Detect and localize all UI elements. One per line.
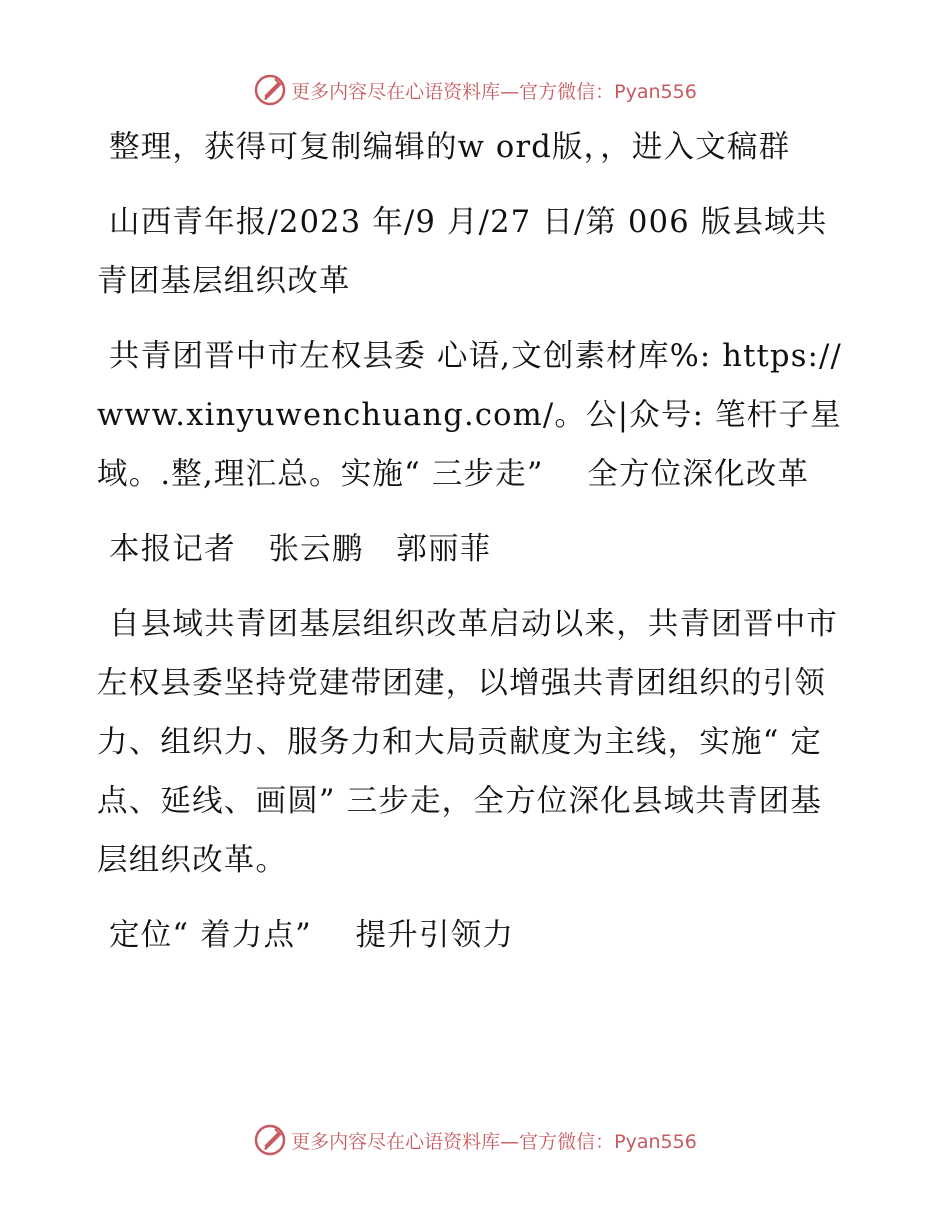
paragraph-source: 山西青年报/2023 年/9 月/27 日/第 006 版县域共青团基层组织改革	[97, 205, 828, 299]
paragraph-body: 自县域共青团基层组织改革启动以来，共青团晋中市左权县委坚持党建带团建，以增强共青团组织的引领力、组织力、服务力和大局贡献度为主线，实施“ 定点、延线、画圆” 三步走，全方位深化县域共青团基层组织改革。	[97, 607, 839, 878]
quill-pen-circle-icon	[253, 1123, 287, 1157]
watermark-text: 更多内容尽在心语资料库—官方微信：Pyan556	[291, 1130, 697, 1153]
quill-pen-circle-icon	[253, 73, 287, 107]
paragraph-title: 共青团晋中市左权县委 心语,文创素材库%: https://www.xinyuwenchuang.com/。公|众号: 笔杆子星域。.整,理汇总。实施“ 三步走” 全方位深化改革	[97, 339, 843, 492]
paragraph-intro: 整理，获得可复制编辑的w ord版，，进入文稿群	[109, 130, 791, 165]
paragraph-subheading: 定位“ 着力点” 提升引领力	[109, 918, 515, 953]
watermark-header	[0, 70, 950, 110]
paragraph-byline: 本报记者 张云鹏 郭丽菲	[109, 532, 492, 567]
watermark-footer	[0, 1120, 950, 1160]
watermark-text: 更多内容尽在心语资料库—官方微信：Pyan556	[291, 80, 697, 103]
document-body	[97, 118, 853, 981]
